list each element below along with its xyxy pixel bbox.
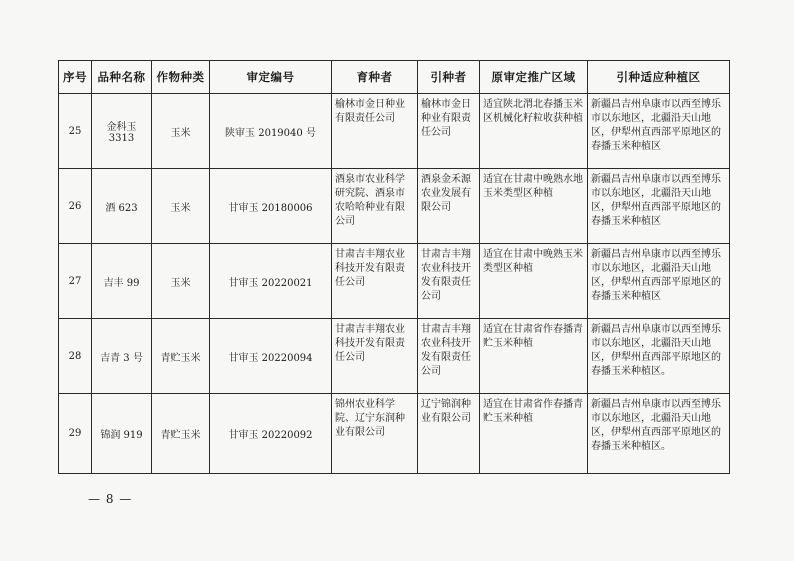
cell-introducer: 甘肃吉丰翔农业科技开发有限责任公司 [418, 244, 480, 319]
header-crop: 作物种类 [152, 61, 210, 94]
cell-original-area: 适宜在甘肃省作春播青贮玉米种植 [480, 319, 588, 394]
cell-original-area: 适宜在甘肃中晚熟玉米类型区种植 [480, 244, 588, 319]
table-row [59, 94, 730, 169]
cell-crop: 玉米 [152, 244, 210, 319]
header-introducer: 引种者 [418, 61, 480, 94]
cell-variety: 吉青 3 号 [92, 319, 152, 394]
cell-breeder: 甘肃吉丰翔农业科技开发有限责任公司 [332, 244, 418, 319]
cell-original-area: 适宜陕北渭北春播玉米区机械化籽粒收获种植 [480, 94, 588, 169]
header-original-area: 原审定推广区域 [480, 61, 588, 94]
cell-crop: 玉米 [152, 94, 210, 169]
cell-crop: 青贮玉米 [152, 319, 210, 394]
table-row [59, 244, 730, 319]
cell-variety: 酒 623 [92, 169, 152, 244]
cell-no: 26 [59, 169, 92, 244]
cell-introducer: 酒泉金禾源农业发展有限公司 [418, 169, 480, 244]
cell-approval: 甘审玉 20220021 [210, 244, 332, 319]
cell-breeder: 甘肃吉丰翔农业科技开发有限责任公司 [332, 319, 418, 394]
header-no: 序号 [59, 61, 92, 94]
table-row [59, 169, 730, 244]
cell-no: 27 [59, 244, 92, 319]
cell-no: 25 [59, 94, 92, 169]
cell-breeder: 榆林市金日种业有限责任公司 [332, 94, 418, 169]
table-row [59, 319, 730, 394]
cell-approval: 甘审玉 20220094 [210, 319, 332, 394]
cell-original-area: 适宜在甘肃省作春播青贮玉米种植 [480, 394, 588, 474]
cell-adapt-area: 新疆昌吉州阜康市以西至博乐市以东地区，北疆沿天山地区，伊犁州直西部平原地区的春播玉米种植区 [588, 244, 730, 319]
header-breeder: 育种者 [332, 61, 418, 94]
cell-breeder: 酒泉市农业科学研究院、酒泉市农哈哈种业有限公司 [332, 169, 418, 244]
cell-crop: 青贮玉米 [152, 394, 210, 474]
header-approval: 审定编号 [210, 61, 332, 94]
cell-variety: 金科玉 3313 [92, 94, 152, 169]
cell-adapt-area: 新疆昌吉州阜康市以西至博乐市以东地区，北疆沿天山地区，伊犁州直西部平原地区的春播玉米种植区。 [588, 394, 730, 474]
variety-table [58, 60, 730, 474]
table-header-row [59, 61, 730, 94]
cell-adapt-area: 新疆昌吉州阜康市以西至博乐市以东地区，北疆沿天山地区，伊犁州直西部平原地区的春播玉米种植区 [588, 94, 730, 169]
page-number: — 8 — [88, 492, 133, 506]
cell-crop: 玉米 [152, 169, 210, 244]
header-variety: 品种名称 [92, 61, 152, 94]
cell-introducer: 甘肃吉丰翔农业科技开发有限责任公司 [418, 319, 480, 394]
table-row [59, 394, 730, 474]
cell-introducer: 榆林市金日种业有限责任公司 [418, 94, 480, 169]
cell-variety: 吉丰 99 [92, 244, 152, 319]
cell-variety: 锦润 919 [92, 394, 152, 474]
cell-no: 28 [59, 319, 92, 394]
cell-approval: 甘审玉 20180006 [210, 169, 332, 244]
cell-introducer: 辽宁锦润种业有限公司 [418, 394, 480, 474]
cell-adapt-area: 新疆昌吉州阜康市以西至博乐市以东地区，北疆沿天山地区，伊犁州直西部平原地区的春播玉米种植区。 [588, 319, 730, 394]
cell-no: 29 [59, 394, 92, 474]
cell-approval: 陕审玉 2019040 号 [210, 94, 332, 169]
cell-adapt-area: 新疆昌吉州阜康市以西至博乐市以东地区，北疆沿天山地区，伊犁州直西部平原地区的春播玉米种植区 [588, 169, 730, 244]
header-adapt-area: 引种适应种植区 [588, 61, 730, 94]
cell-approval: 甘审玉 20220092 [210, 394, 332, 474]
cell-breeder: 锦州农业科学院、辽宁东润种业有限公司 [332, 394, 418, 474]
cell-original-area: 适宜在甘肃中晚熟水地玉米类型区种植 [480, 169, 588, 244]
